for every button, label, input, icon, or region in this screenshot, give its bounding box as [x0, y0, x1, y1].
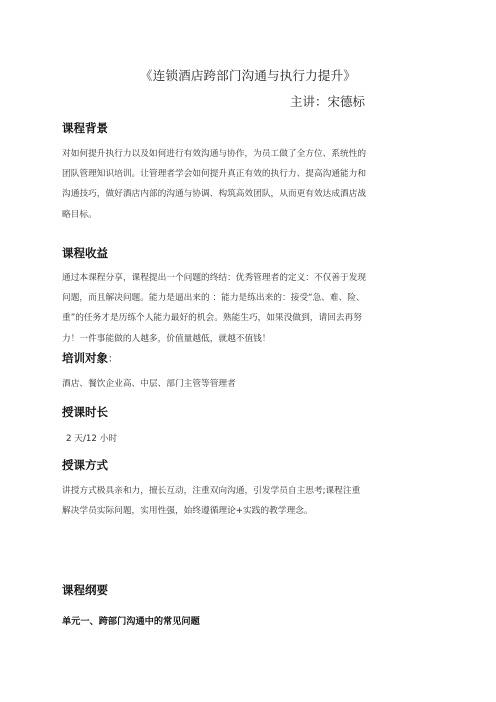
- document-title: 《连锁酒店跨部门沟通与执行力提升》: [140, 68, 356, 83]
- method-line: 解决学员实际问题，实用性强，始终遵循理论+实践的教学理念。: [62, 506, 313, 517]
- background-line: 沟通技巧，做好酒店内部的沟通与协调、构筑高效团队，从而更有效达成酒店战: [62, 189, 367, 200]
- benefits-line: 力！一件事能做的人越多，价值量越低，就越不值钱！: [62, 333, 271, 344]
- section-heading-background: 课程背景: [62, 121, 108, 135]
- method-paragraph: [62, 481, 434, 521]
- method-line: 讲授方式极具亲和力，擅长互动，注重双向沟通，引发学员自主思考;课程注重: [62, 486, 361, 496]
- outline-unit-one: 单元一、跨部门沟通中的常见问题: [62, 616, 200, 627]
- benefits-line: 问题，而且解决问题。能力是逼出来的 ：能力是练出来的：接受“急、难、险、: [62, 293, 365, 304]
- section-heading-duration: 授课时长: [62, 405, 108, 419]
- duration-text: 2 天/12 小时: [66, 434, 118, 444]
- audience-heading-text: 培训对象: [62, 351, 108, 365]
- background-line: 略目标。: [62, 209, 97, 220]
- section-heading-outline: 课程纲要: [62, 583, 108, 597]
- lecturer-line: 主讲：宋德标: [290, 94, 366, 109]
- audience-text: 酒店、餐饮企业高、中层、部门主管等管理者: [62, 379, 236, 389]
- section-heading-method: 授课方式: [62, 458, 108, 472]
- audience-heading-colon: ：: [108, 354, 118, 365]
- benefits-line: 重”的任务才是历练个人能力最好的机会。熟能生巧，如果没做到，请回去再努: [62, 313, 362, 324]
- benefits-paragraph: [62, 268, 434, 349]
- background-line: 团队管理知识培训。让管理者学会如何提升真正有效的执行力、提高沟通能力和: [62, 169, 367, 180]
- benefits-line: 通过本课程分享，课程提出一个问题的终结：优秀管理者的定义：不仅善于发现: [62, 273, 367, 283]
- background-line: 对如何提升执行力以及如何进行有效沟通与协作，为员工做了全方位、系统性的: [62, 149, 367, 159]
- section-heading-audience: [62, 350, 118, 366]
- background-paragraph: [62, 144, 434, 225]
- section-heading-benefits: 课程收益: [62, 246, 108, 260]
